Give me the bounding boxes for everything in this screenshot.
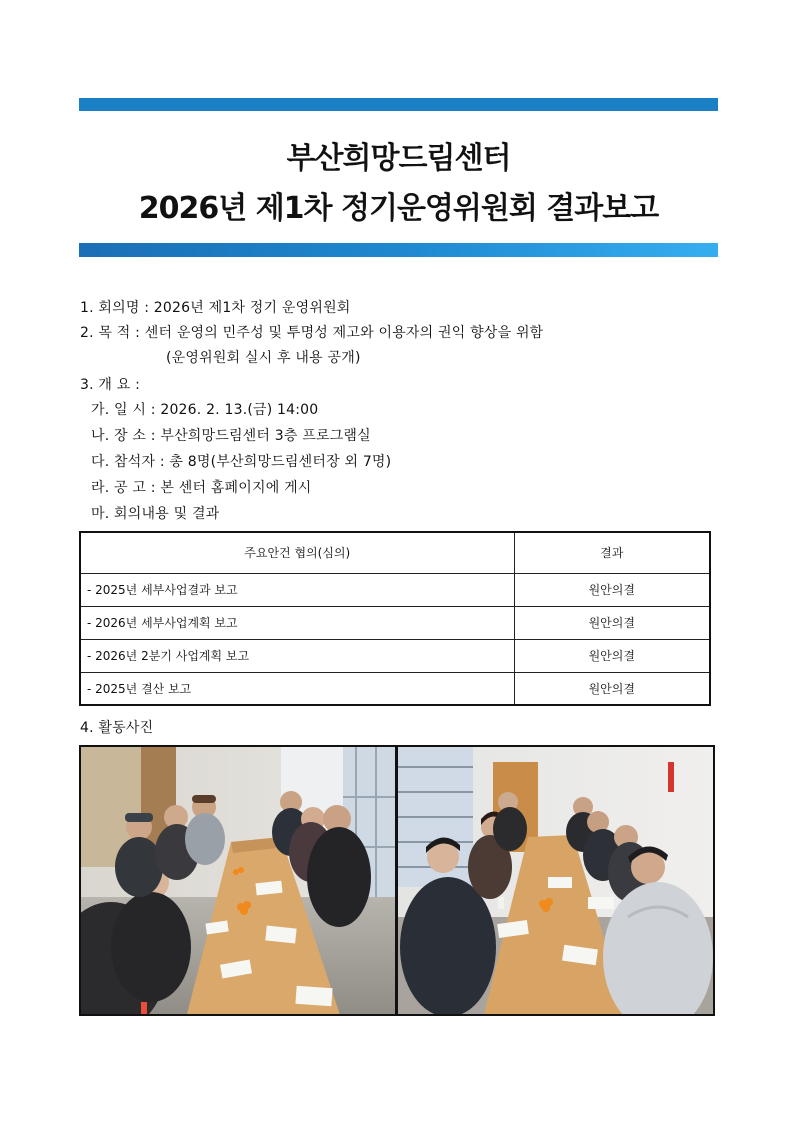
table-row — [80, 639, 710, 672]
table-header-row — [80, 532, 710, 573]
meeting-photo-2-image — [398, 747, 713, 1014]
purpose-note: (운영위원회 실시 후 내용 공개) — [166, 350, 361, 366]
table-row — [80, 606, 710, 639]
attendees: 다. 참석자 : 총 8명(부산희망드림센터장 외 7명) — [91, 454, 392, 470]
purpose: 2. 목 적 : 센터 운영의 민주성 및 투명성 제고와 이용자의 권익 향상을 위함 — [80, 325, 544, 341]
meeting-date: 가. 일 시 : 2026. 2. 13.(금) 14:00 — [91, 402, 319, 418]
meeting-name: 1. 회의명 : 2026년 제1차 정기 운영위원회 — [80, 300, 351, 316]
page-title-line1: 부산희망드림센터 — [286, 141, 511, 176]
page-title-line2: 2026년 제1차 정기운영위원회 결과보고 — [138, 191, 659, 226]
meeting-photo-1-image — [81, 747, 398, 1014]
table-row — [80, 672, 710, 705]
overview-heading: 3. 개 요 : — [80, 377, 141, 393]
activity-photo-1 — [81, 747, 398, 1014]
meeting-place: 나. 장 소 : 부산희망드림센터 3층 프로그램실 — [91, 428, 371, 444]
agenda-item: - 2026년 2분기 사업계획 보고 — [80, 639, 514, 672]
agenda-table — [79, 531, 711, 706]
agenda-item: - 2025년 세부사업결과 보고 — [80, 573, 514, 606]
notice: 라. 공 고 : 본 센터 홈페이지에 게시 — [91, 480, 312, 496]
activity-photo-2 — [398, 747, 713, 1014]
header-top-bar — [79, 98, 718, 111]
agenda-result: 원안의결 — [514, 573, 710, 606]
agenda-result: 원안의결 — [514, 606, 710, 639]
header-bottom-bar — [79, 243, 718, 257]
photos-heading: 4. 활동사진 — [80, 720, 154, 736]
col-header-item: 주요안건 협의(심의) — [80, 532, 514, 573]
agenda-item: - 2025년 결산 보고 — [80, 672, 514, 705]
agenda-result: 원안의결 — [514, 639, 710, 672]
table-row — [80, 573, 710, 606]
content-heading: 마. 회의내용 및 결과 — [91, 506, 220, 522]
agenda-result: 원안의결 — [514, 672, 710, 705]
activity-photos — [79, 745, 715, 1016]
col-header-result: 결과 — [514, 532, 710, 573]
agenda-item: - 2026년 세부사업계획 보고 — [80, 606, 514, 639]
